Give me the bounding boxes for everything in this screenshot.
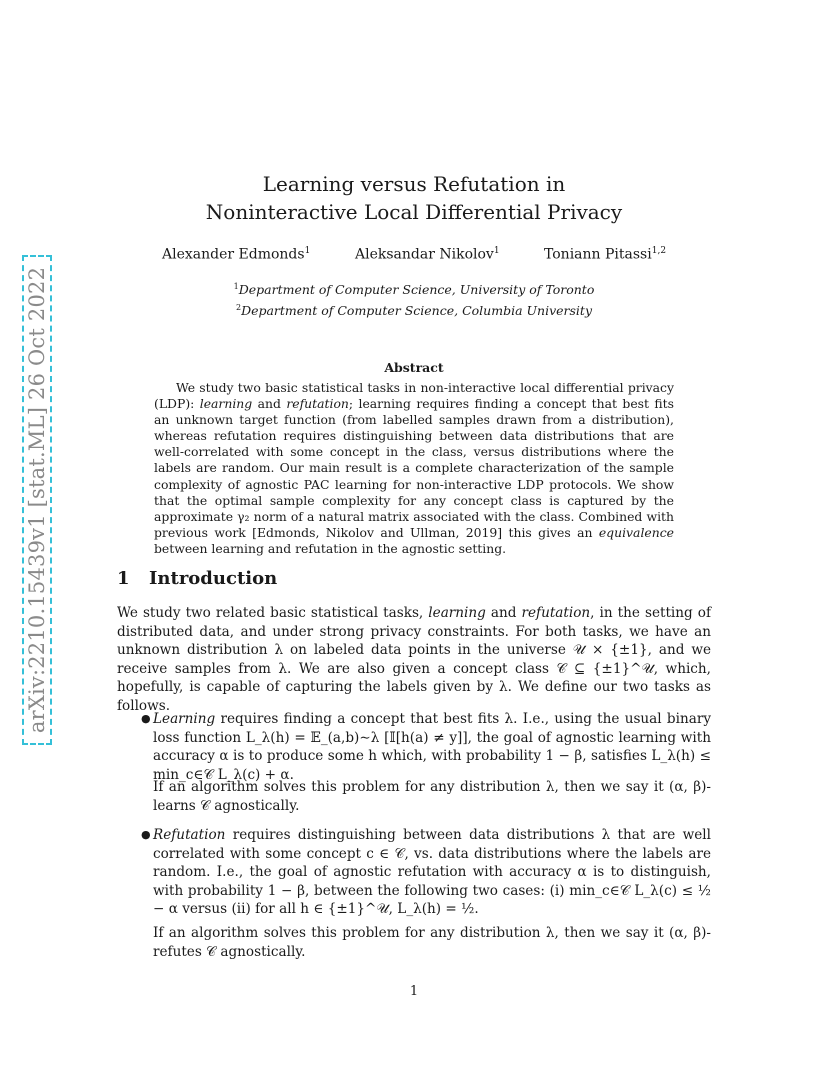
arxiv-identifier: arXiv:2210.15439v1 [stat.ML] 26 Oct 2022 <box>25 266 49 734</box>
title-line-1: Learning versus Refutation in <box>262 172 566 196</box>
author-3: Toniann Pitassi$^{1,2}$ <box>544 246 667 263</box>
author-2: Aleksandar Nikolov$^1$ <box>355 246 500 263</box>
bullet-dot-2: ● <box>141 828 151 841</box>
affiliations <box>0 278 828 320</box>
affiliation-2: $^2$Department of Computer Science, Columbia University <box>235 303 593 319</box>
bullet-refutation-follow: If an algorithm solves this problem for any distribution λ, then we say it (α, β)-refutes 𝒞 agnostically. <box>153 925 711 960</box>
bullet-dot-1: ● <box>141 712 151 725</box>
arxiv-sidebar-stamp <box>22 255 52 745</box>
author-1: Alexander Edmonds$^1$ <box>162 246 311 263</box>
bullet-refutation: Refutation requires distinguishing between data distributions λ that are well correlated with some concept c ∈ 𝒞, vs. data distributions where the labels are random. I.e., the goal of agnostic refutation with accuracy α is to distinguish, with probability 1 − β, between the following two cases: (i) min_c∈𝒞 L_λ(c) ≤ ½ − α versus (ii) for all h ∈ {±1}^𝒰, L_λ(h) = ½. <box>153 827 711 918</box>
intro-paragraph: We study two related basic statistical tasks, learning and refutation, in the setting of distributed data, and under strong privacy constraints. For both tasks, we have an unknown distribution λ on labeled data points in the universe 𝒰 × {±1}, and we receive samples from λ. We are also given a concept class 𝒞 ⊆ {±1}^𝒰, which, hopefully, is capable of capturing the labels given by λ. We define our two tasks as follows. <box>117 605 711 714</box>
page-number: 1 <box>409 984 419 999</box>
affiliation-1: $^1$Department of Computer Science, University of Toronto <box>233 282 595 298</box>
bullet-learning-follow: If an algorithm solves this problem for any distribution λ, then we say it (α, β)-learns 𝒞 agnostically. <box>153 779 711 814</box>
paper-title <box>0 170 828 226</box>
bullet-learning: Learning requires finding a concept that best fits λ. I.e., using the usual binary loss function L_λ(h) = 𝔼_(a,b)∼λ [𝕀[h(a) ≠ y]], the goal of agnostic learning with accuracy α is to produce some h which, with probability 1 − β, satisfies L_λ(h) ≤ min_c∈𝒞 L_λ(c) + α. <box>153 711 711 783</box>
title-line-2: Noninteractive Local Differential Privacy <box>205 200 623 224</box>
section-heading: 1 Introduction <box>117 568 278 589</box>
abstract-body: We study two basic statistical tasks in non-interactive local differential privacy (LDP): learning and refutation; learning requires finding a concept that best fits an unknown target function (from labelled samples drawn from a distribution), whereas refutation requires distinguishing between data distributions that are well-correlated with some concept in the class, versus distributions where the labels are random. Our main result is a complete characterization of the sample complexity of agnostic PAC learning for non-interactive LDP protocols. We show that the optimal sample complexity for any concept class is captured by the approximate γ₂ norm of a natural matrix associated with the class. Combined with previous work [Edmonds, Nikolov and Ullman, 2019] this gives an equivalence between learning and refutation in the agnostic setting. <box>154 380 674 556</box>
abstract-heading: Abstract <box>384 360 444 375</box>
